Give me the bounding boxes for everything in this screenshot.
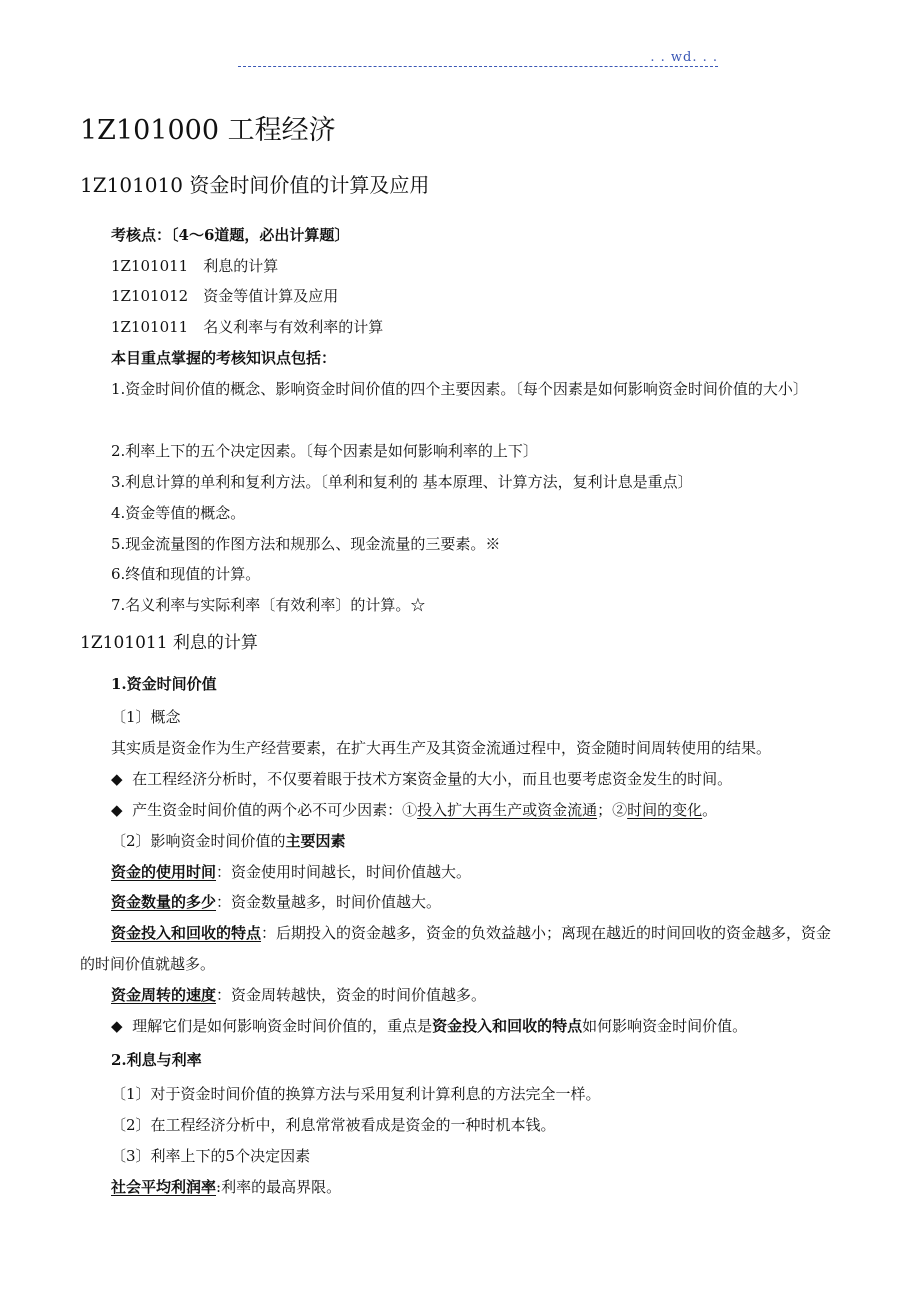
key-point-item: 2.利率上下的五个决定因素。〔每个因素是如何影响利率的上下〕 <box>111 442 538 460</box>
key-point-item: 5.现金流量图的作图方法和规那么、现金流量的三要素。※ <box>111 535 501 553</box>
section-title: 1Z101010 资金时间价值的计算及应用 <box>80 173 430 197</box>
page-header <box>238 46 718 67</box>
part2-item: 〔1〕对于资金时间价值的换算方法与采用复利计算利息的方法完全一样。 <box>111 1085 601 1103</box>
bullet-line: ◆ 产生资金时间价值的两个必不可少因素：①投入扩大再生产或资金流通；②时间的变化。 <box>111 801 718 819</box>
essence-text: 其实质是资金作为生产经营要素，在扩大再生产及其资金流通过程中，资金随时间周转使用的结果。 <box>111 739 772 757</box>
exam-point-item: 1Z101011 名义利率与有效利率的计算 <box>111 318 384 336</box>
factor-line: 资金周转的速度：资金周转越快，资金的时间价值越多。 <box>111 986 487 1004</box>
key-point-item: 7.名义利率与实际利率〔有效利率〕的计算。☆ <box>111 596 426 614</box>
factors-heading: 〔2〕影响资金时间价值的主要因素 <box>111 832 346 850</box>
key-points-title: 本目重点掌握的考核知识点包括： <box>111 349 337 367</box>
key-point-item: 6.终值和现值的计算。 <box>111 565 261 583</box>
exam-points-label: 考核点：〔4～6道题，必出计算题〕 <box>111 226 350 244</box>
key-point-item: 3.利息计算的单利和复利方法。〔单利和复利的 基本原理、计算方法，复利计息是重点〕 <box>111 473 693 491</box>
header-text: . . wd. . . <box>650 50 718 65</box>
key-point-item: 1.资金时间价值的概念、影响资金时间价值的四个主要因素。〔每个因素是如何影响资金时间价值的大小〕 <box>111 380 808 398</box>
exam-point-item: 1Z101011 利息的计算 <box>111 257 279 275</box>
concept-label: 〔1〕概念 <box>111 708 181 726</box>
factor-line: 资金的使用时间：资金使用时间越长，时间价值越大。 <box>111 863 472 881</box>
exam-point-item: 1Z101012 资金等值计算及应用 <box>111 287 339 305</box>
key-point-item: 4.资金等值的概念。 <box>111 504 246 522</box>
factor-line: 资金投入和回收的特点：后期投入的资金越多，资金的负效益越小；离现在越近的时间回收的资金越多，资金的时间价值就越多。 <box>80 924 832 973</box>
part2-last-line: 社会平均利润率:利率的最高界限。 <box>111 1178 342 1196</box>
part1-title: 1.资金时间价值 <box>111 675 217 693</box>
part2-item: 〔2〕在工程经济分析中，利息常常被看成是资金的一种时机本钱。 <box>111 1116 556 1134</box>
bullet-line: ◆ 在工程经济分析时，不仅要着眼于技术方案资金量的大小，而且也要考虑资金发生的时间。 <box>111 770 733 788</box>
bullet-line: ◆ 理解它们是如何影响资金时间价值的，重点是资金投入和回收的特点如何影响资金时间价值。 <box>111 1017 748 1035</box>
diamond-bullet-icon: ◆ <box>111 1017 123 1035</box>
factor-line: 资金数量的多少：资金数量越多，时间价值越大。 <box>111 893 442 911</box>
part2-title: 2.利息与利率 <box>111 1051 202 1069</box>
subsection-title: 1Z101011 利息的计算 <box>80 633 258 653</box>
main-title: 1Z101000 工程经济 <box>80 115 336 146</box>
diamond-bullet-icon: ◆ <box>111 801 123 819</box>
diamond-bullet-icon: ◆ <box>111 770 123 788</box>
part2-item: 〔3〕利率上下的5个决定因素 <box>111 1147 311 1165</box>
